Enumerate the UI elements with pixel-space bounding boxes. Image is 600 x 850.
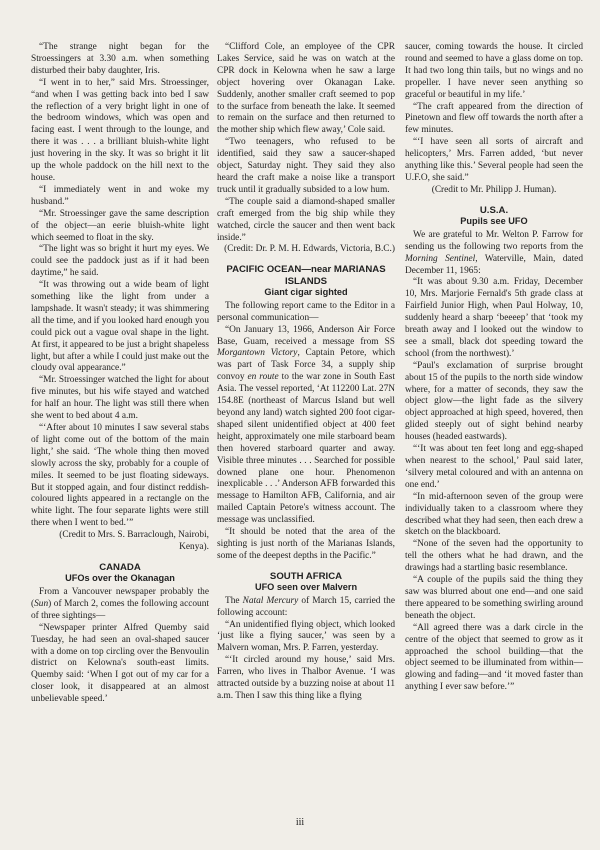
paragraph: “In mid-afternoon seven of the group were individually taken to a classroom where they described what they had seen, then each drew a sketch on the blackboard. [405,491,583,538]
section-subheading-canada: UFOs over the Okanagan [65,573,175,584]
section-heading-canada: CANADA [99,561,141,573]
paragraph: “The strange night began for the Stroessingers at 3.30 a.m. when something disturbed their baby daughter, Iris. [31,42,209,76]
text-run: The [225,595,243,606]
newspaper-name: Sun [34,598,49,609]
column-3 [405,42,583,694]
page-number: iii [295,817,305,828]
section-subheading-usa: Pupils see UFO [460,216,528,227]
paragraph: The following report came to the Editor in a personal communication— [217,300,395,323]
section-heading-usa: U.S.A. [479,204,509,216]
paragraph: “‘After about 10 minutes I saw several stabs of light come out of the bottom of the main light,’ she said. ‘The whole thing then moved slowly across the sky, probably for a couple of miles. It seemed to be just floating sideways. But it stopped again, and four distinct reddish-coloured lights appeared in a rectangle on the white light. The four separate lights were still there when I went to bed.’” [31,423,209,529]
paragraph [405,230,583,278]
paragraph: “It should be noted that the area of the sighting is just north of the Marianas Islands, some of the deepest depths in the Pacific.” [217,527,395,561]
column-1 [31,42,209,706]
paragraph: “Mr. Stroessinger gave the same description of the object—an eerie bluish-white light which seemed to float in the sky. [31,208,209,243]
section-subheading-pacific: Giant cigar sighted [264,287,348,298]
text-run: to the war zone in South East Asia. The vessel reported, ‘At 112200 Lat. 27N 154.8E (northeast of Marcus Island but well beyond any land) watch sighted 200 foot cigar-shaped silent unidentified object at 400 feet height, approximately one mile starboard beam then hovered starboard quarter and away. Visible three minutes . . . Searched for possible downed plane one hour. Phenomenon inexplicable . . .’ Anderson AFB forwarded this message to Hamilton AFB, California, and air mailed Captain Petore's witness account. The message was unclassified. [217,372,396,526]
text-run: From a Vancouver newspaper probably the [39,586,209,597]
paragraph: “It was about 9.30 a.m. Friday, December 10, Mrs. Marjorie Fernald's 5th grade class at Fairfield Junior High, when Paul Holway, 10, suddenly heard a sharp ‘beeeep’ that ‘took my breath away and I looked out the window to see a small, black dot speeding toward the school (from the northwest).’ [405,277,583,359]
paragraph: “All agreed there was a dark circle in the centre of the object that seemed to grow as it approached the school building—that the object seemed to be illuminated from within—glowing and fading—and ‘it moved faster than anything I ever saw before.’” [405,622,583,693]
newspaper-name: Morning Sentinel [405,253,476,264]
text-run: of March 15, carried the following account: [217,595,395,618]
paragraph: “Mr. Stroessinger watched the light for about five minutes, but his wife stayed and watched for half an hour. The light was still there when she went to bed about 4 a.m. [31,375,209,422]
newspaper-name: Natal Mercury [242,595,299,606]
text-run: , Waterville, Main, dated December 11, 1965: [405,253,583,276]
paragraph: “I immediately went in and woke my husband.” [31,184,209,207]
column-2 [217,42,395,703]
paragraph: “The couple said a diamond-shaped smaller craft emerged from the big ship while they watched, circle the saucer and then went back inside.” [217,196,395,243]
section-heading-south-africa: SOUTH AFRICA [269,570,343,582]
credit-line: (Credit to Mrs. S. Barraclough, Nairobi, Kenya). [59,530,209,553]
paragraph: “The craft appeared from the direction of Pinetown and flew off towards the north after a few minutes. [405,101,583,136]
italic-phrase: en route [247,372,279,383]
credit-line: (Credit to Mr. Philipp J. Human). [431,184,557,195]
paragraph: “‘It was about ten feet long and egg-shaped when nearest to the school,’ Paul said later, ‘silvery metal coloured and with an antenna on one end.’ [405,444,583,490]
paragraph: “I went in to her,” said Mrs. Stroessinger, “and when I was getting back into bed I saw the reflection of a very bright light in one of the bedroom windows, which was open and facing east. I went through to the lounge, and there it was . . . a brilliant bluish-white light just hovering in the sky. It was so bright it lit up the whole paddock on the hill next to the house. [31,77,209,183]
paragraph: “An unidentified flying object, which looked ‘just like a flying saucer,’ was seen by a Malvern woman, Mrs. P. Farren, yesterday. [217,619,395,654]
ship-name: Morgantown Victory [217,348,298,359]
paragraph: “The light was so bright it hurt my eyes. We could see the paddock just as if it had been daytime,” he said. [31,244,209,279]
text-run: ) of March 2, comes the following account of three sightings— [31,598,209,621]
paragraph: saucer, coming towards the house. It circled round and seemed to have a glass dome on top. It had two long thin tails, but no wings and no propeller. I have never seen anything so graceful or beautiful in my life.’ [405,42,583,100]
paragraph [31,587,209,623]
section-subheading-south-africa: UFO seen over Malvern [254,582,358,593]
text-run: ( [31,598,35,609]
paragraph: “Clifford Cole, an employee of the CPR Lakes Service, said he was on watch at the CPR dock in Kelowna when he saw a large object hovering over Okanagan Lake. Suddenly, another smaller craft seemed to pop to the surface from beneath the lake. It seemed to remain on the surface and then returned to the mother ship which flew away,’ Cole said. [217,42,395,136]
paragraph: “Paul's exclamation of surprise brought about 15 of the pupils to the north side window where, for a matter of seconds, they saw the object glow—the light fade as the silvery object approached at high speed, hovered, then glided steeply out of sight behind nearby houses (headed eastwards). [405,360,583,443]
text-run: We are grateful to Mr. Welton P. Farrow for sending us the following two reports from the [405,229,583,252]
paragraph: “None of the seven had the opportunity to tell the others what he had drawn, and the drawings had a startling basic resemblance. [405,539,583,574]
text-run: , Captain Petore, which was part of Task Force 34, a supply ship convoy [217,348,396,383]
paragraph [217,596,395,620]
paragraph: “It was throwing out a wide beam of light something like the light from under a lampshade. It wasn't steady; it was shimmering all the time, and if you looked hard enough you could pick out a vague oval shape in the light. At first, it appeared to be just a bright shapeless light, but after a while I could just make out the cloudy oval appearance.” [31,280,210,374]
text-run: “On January 13, 1966, Anderson Air Force Base, Guam, received a message from SS [217,324,395,347]
credit-line: (Credit: Dr. P. M. H. Edwards, Victoria, B.C.) [224,244,395,255]
paragraph: “‘It circled around my house,’ said Mrs. Farren, who lives in Thalbor Avenue. ‘I was attracted outside by a buzzing noise at about 11 a.m. Then I saw this thing like a flying [217,655,395,701]
paragraph: “A couple of the pupils said the thing they saw was blurred about one end—and one said there appeared to be something swirling around beneath the object. [405,575,583,621]
paragraph: “Two teenagers, who refused to be identified, said they saw a saucer-shaped object, Saturday night. They said they also heard the craft make a noise like a transport truck until it gradually subsided to a low hum. [217,137,395,195]
paragraph [217,325,395,527]
paragraph: “Newspaper printer Alfred Quemby said Tuesday, he had seen an oval-shaped saucer with a dome on top circling over the Benvoulin district on Kelowna's south-east limits. Quemby said: ‘When I got out of my car for a closer look, it disappeared at an almost unbelievable speed.’ [31,622,209,705]
section-heading-pacific: PACIFIC OCEAN—near MARIANAS ISLANDS [226,264,386,287]
paragraph: “‘I have seen all sorts of aircraft and helicopters,’ Mrs. Farren added, ‘but never anything like this.’ Several people had seen the U.F.O, she said.” [405,137,583,183]
